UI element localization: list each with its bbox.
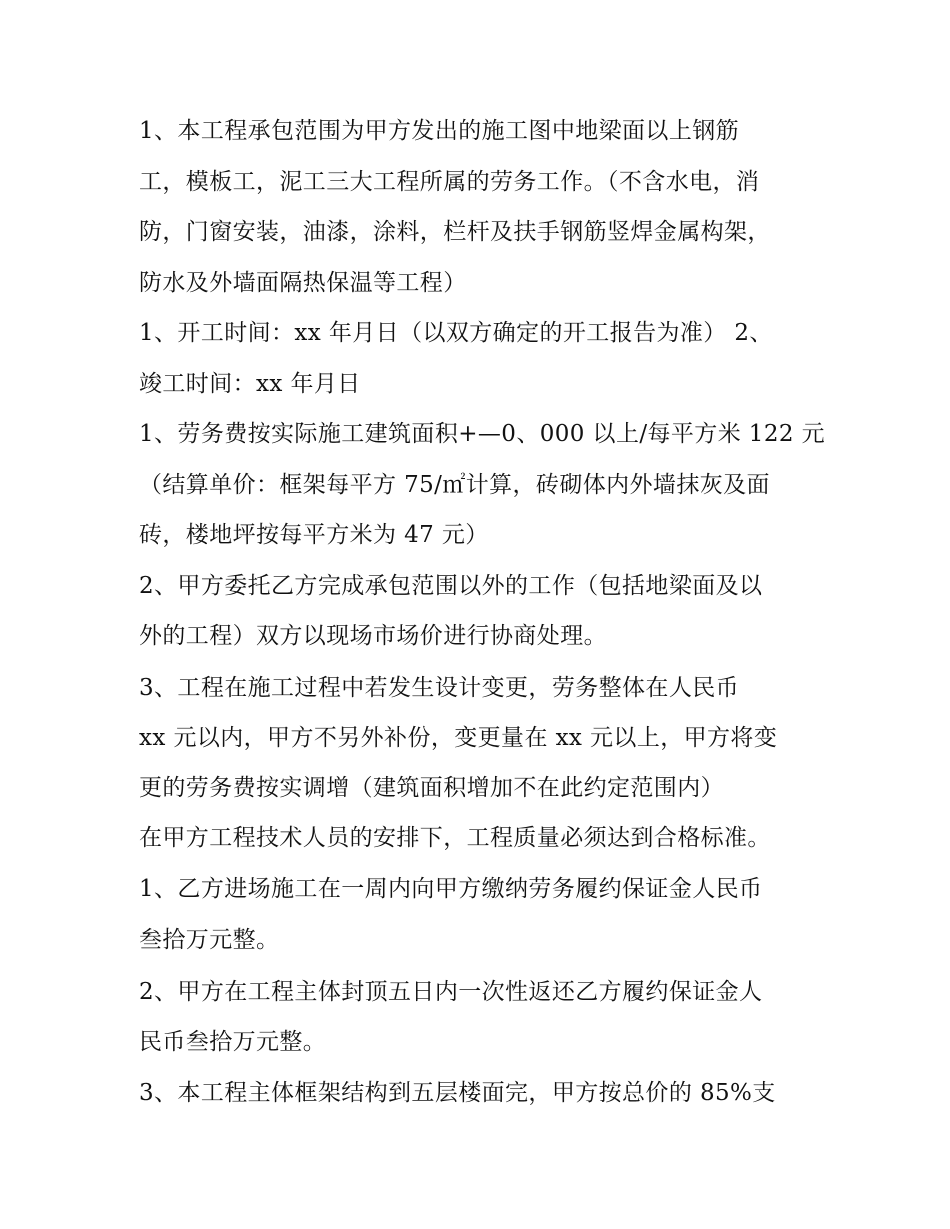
text-line: 竣工时间：xx 年月日 — [139, 371, 361, 397]
text-line: 砖，楼地坪按每平方米为 47 元） — [139, 522, 489, 548]
text-line: 防水及外墙面隔热保温等工程） — [139, 270, 467, 296]
text-line: 2、甲方委托乙方完成承包范围以外的工作（包括地梁面及以 — [139, 573, 763, 599]
text-line: 外的工程）双方以现场市场价进行协商处理。 — [139, 623, 607, 649]
text-line: 民币叁拾万元整。 — [139, 1029, 327, 1055]
text-line: 1、乙方进场施工在一周内向甲方缴纳劳务履约保证金人民币 — [139, 876, 763, 902]
text-line: 叁拾万元整。 — [139, 927, 280, 953]
text-line: 工，模板工，泥工三大工程所属的劳务工作。（不含水电，消 — [139, 169, 760, 195]
text-line: （结算单价：框架每平方 75/㎡计算，砖砌体内外墙抹灰及面 — [139, 472, 770, 498]
text-line: 2、甲方在工程主体封顶五日内一次性返还乙方履约保证金人 — [139, 979, 763, 1005]
text-line: 3、本工程主体框架结构到五层楼面完，甲方按总价的 85%支 — [139, 1080, 776, 1106]
text-line: 在甲方工程技术人员的安排下，工程质量必须达到合格标准。 — [139, 825, 771, 851]
text-line: 防，门窗安装，油漆，涂料，栏杆及扶手钢筋竖焊金属构架， — [139, 219, 771, 245]
text-line: 更的劳务费按实调增（建筑面积增加不在此约定范围内） — [139, 775, 724, 801]
text-line: 3、工程在施工过程中若发生设计变更，劳务整体在人民币 — [139, 675, 740, 701]
text-line: xx 元以内，甲方不另外补份，变更量在 xx 元以上，甲方将变 — [139, 725, 778, 751]
text-line: 1、本工程承包范围为甲方发出的施工图中地梁面以上钢筋 — [139, 118, 740, 144]
text-line: 1、开工时间：xx 年月日（以双方确定的开工报告为准） 2、 — [139, 320, 773, 346]
text-line: 1、劳务费按实际施工建筑面积+—0、000 以上/每平方米 122 元 — [139, 421, 826, 447]
